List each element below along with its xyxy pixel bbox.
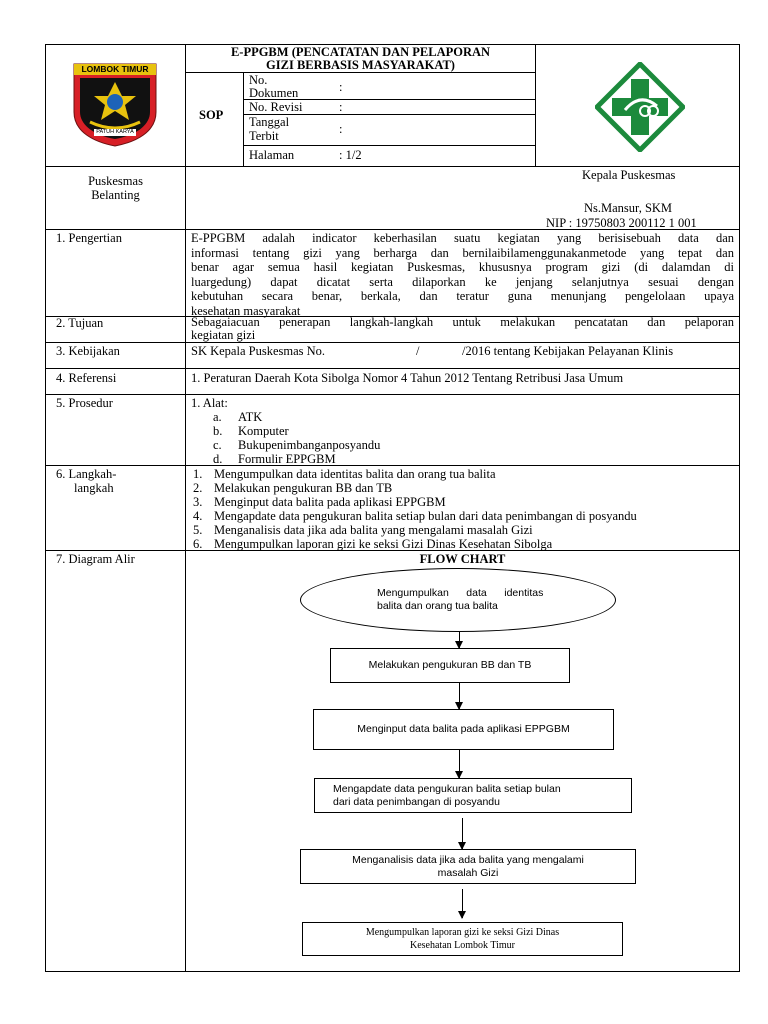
- flow-step: Mengapdate data pengukuran balita setiap bulan dari data penimbangan di posyandu: [314, 778, 632, 813]
- document-title-line1: E-PPGBM (PENCATATAN DAN PELAPORAN: [230, 45, 491, 59]
- langkah-item-marker: 2.: [193, 481, 203, 495]
- prosedur-item-marker: c.: [213, 438, 222, 452]
- puskesmas-logo: [595, 62, 685, 152]
- flow-step: Melakukan pengukuran BB dan TB: [330, 648, 570, 683]
- section-label-pengertian: 1. Pengertian: [56, 231, 122, 245]
- section-label-langkah-2: langkah: [74, 481, 114, 495]
- prosedur-item: ATK: [238, 410, 263, 424]
- meta-no-dokumen-label-2: Dokumen: [249, 86, 299, 100]
- signer-role: Kepala Puskesmas: [582, 168, 676, 182]
- tujuan-text: Sebagaiacuan penerapan langkah-langkah untuk melakukan pencatatan dan pelaporan kegiatan gizi: [191, 315, 734, 342]
- prosedur-item: Komputer: [238, 424, 289, 438]
- meta-tanggal-label-1: Tanggal: [249, 115, 290, 129]
- langkah-item: Menganalisis data jika ada balita yang mengalami masalah Gizi: [214, 523, 533, 537]
- logo-motto: PATUH KARYA: [96, 129, 134, 135]
- meta-no-revisi-label: No. Revisi: [249, 100, 303, 114]
- prosedur-item: Formulir EPPGBM: [238, 452, 336, 466]
- prosedur-heading: 1. Alat:: [191, 396, 228, 410]
- prosedur-item-marker: b.: [213, 424, 223, 438]
- flowchart-title: FLOW CHART: [419, 552, 506, 566]
- langkah-item-marker: 3.: [193, 495, 203, 509]
- section-label-kebijakan: 3. Kebijakan: [56, 344, 120, 358]
- langkah-item: Melakukan pengukuran BB dan TB: [214, 481, 393, 495]
- flow-step-end: Mengumpulkan laporan gizi ke seksi Gizi Dinas Kesehatan Lombok Timur: [302, 922, 623, 956]
- prosedur-item: Bukupenimbanganposyandu: [238, 438, 381, 452]
- kebijakan-text-3: /2016 tentang Kebijakan Pelayanan Klinis: [462, 344, 674, 358]
- logo-text: LOMBOK TIMUR: [81, 64, 149, 74]
- langkah-item: Mengumpulkan data identitas balita dan orang tua balita: [214, 467, 496, 481]
- prosedur-item-marker: a.: [213, 410, 222, 424]
- referensi-text: 1. Peraturan Daerah Kota Sibolga Nomor 4 Tahun 2012 Tentang Retribusi Jasa Umum: [191, 371, 624, 385]
- langkah-item-marker: 6.: [193, 537, 203, 551]
- org-name-line2: Belanting: [91, 188, 140, 202]
- flow-arrow: [459, 683, 460, 709]
- signer-nip: NIP : 19750803 200112 1 001: [546, 216, 697, 230]
- flow-step-start: Mengumpulkan data identitas balita dan orang tua balita: [300, 568, 616, 632]
- section-label-tujuan: 2. Tujuan: [56, 316, 104, 330]
- flow-arrow: [462, 889, 463, 918]
- section-label-langkah-1: 6. Langkah-: [56, 467, 117, 481]
- langkah-item: Mengumpulkan laporan gizi ke seksi Gizi Dinas Kesehatan Sibolga: [214, 537, 553, 551]
- sop-label: SOP: [199, 108, 224, 122]
- flow-arrow: [462, 818, 463, 849]
- langkah-item-marker: 4.: [193, 509, 203, 523]
- meta-tanggal-label-2: Terbit: [249, 129, 279, 143]
- flow-step: Menginput data balita pada aplikasi EPPGBM: [313, 709, 614, 750]
- org-name-line1: Puskesmas: [88, 174, 143, 188]
- kebijakan-text-2: /: [416, 344, 420, 358]
- lombok-timur-logo: [70, 60, 160, 148]
- flow-step: Menganalisis data jika ada balita yang mengalami masalah Gizi: [300, 849, 636, 884]
- langkah-item-marker: 5.: [193, 523, 203, 537]
- meta-no-dokumen-label-1: No.: [249, 73, 268, 87]
- meta-halaman-label: Halaman: [249, 148, 295, 162]
- section-label-diagram: 7. Diagram Alir: [56, 552, 135, 566]
- section-label-prosedur: 5. Prosedur: [56, 396, 113, 410]
- flow-arrow: [459, 750, 460, 778]
- langkah-item: Menginput data balita pada aplikasi EPPGBM: [214, 495, 446, 509]
- kebijakan-text-1: SK Kepala Puskesmas No.: [191, 344, 326, 358]
- flow-arrow: [459, 632, 460, 648]
- document-title-line2: GIZI BERBASIS MASYARAKAT): [266, 58, 455, 72]
- langkah-item-marker: 1.: [193, 467, 203, 481]
- meta-halaman-value: : 1/2: [339, 148, 362, 162]
- meta-tanggal-value: :: [339, 122, 343, 136]
- pengertian-text: E-PPGBM adalah indicator keberhasilan suatu kegiatan yang berisisebuah data dan informasi tentang gizi yang berharga dan bernilaibilamenggunakanmetode yang tepat dan benar agar semua hasil kegiatan Puskesmas, khususnya program gizi (di dalamdan di luargedung) dapat dicatat serta dilaporkan ke jenjang selanjutnya sesuai dengan kebutuhan secara benar, berkala, dan teratur guna menunjang pengelolaan upaya kesehatan masyarakat: [191, 231, 734, 318]
- meta-no-dokumen-value: :: [339, 80, 343, 94]
- prosedur-item-marker: d.: [213, 452, 223, 466]
- signer-name: Ns.Mansur, SKM: [584, 201, 673, 215]
- section-label-referensi: 4. Referensi: [56, 371, 117, 385]
- meta-no-revisi-value: :: [339, 100, 343, 114]
- langkah-item: Mengapdate data pengukuran balita setiap bulan dari data penimbangan di posyandu: [214, 509, 637, 523]
